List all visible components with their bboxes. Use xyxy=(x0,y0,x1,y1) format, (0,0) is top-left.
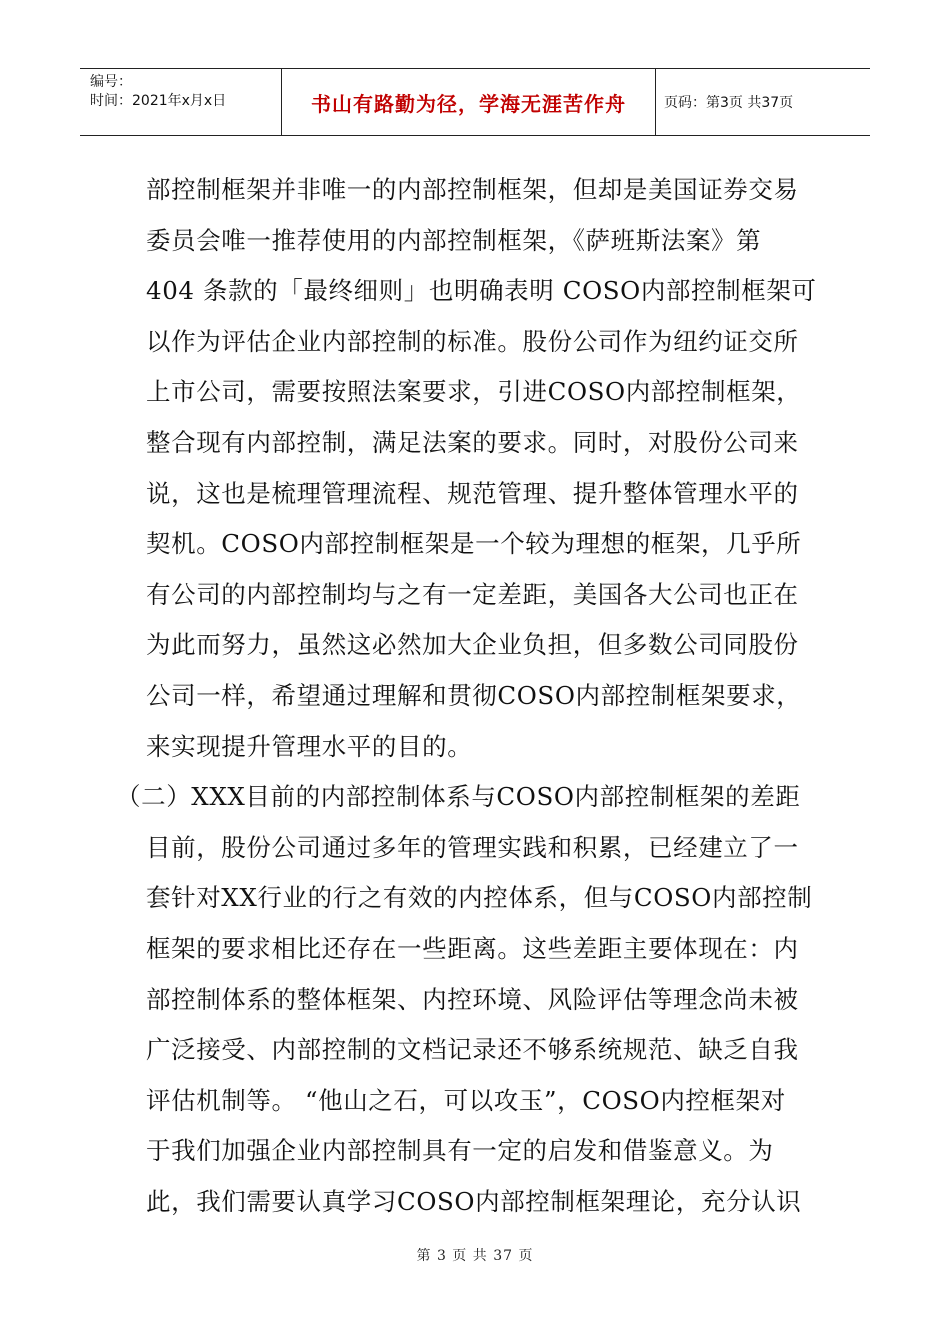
body-line: 部控制体系的整体框架、内控环境、风险评估等理念尚未被 xyxy=(146,984,799,1014)
body-line: 于我们加强企业内部控制具有一定的启发和借鉴意义。为 xyxy=(146,1136,774,1166)
body-line: 404 条款的「最终细则」也明确表明 COSO内部控制框架可 xyxy=(146,276,817,306)
body-line: 此，我们需要认真学习COSO内部控制框架理论，充分认识 xyxy=(146,1186,802,1216)
body-line: 来实现提升管理水平的目的。 xyxy=(146,731,473,761)
body-line: 广泛接受、内部控制的文档记录还不够系统规范、缺乏自我 xyxy=(146,1035,799,1065)
body-line: 评估机制等。 “他山之石，可以攻玉”，COSO内控框架对 xyxy=(146,1085,786,1115)
body-line: 部控制框架并非唯一的内部控制框架，但却是美国证券交易 xyxy=(146,175,799,204)
body-line: 目前，股份公司通过多年的管理实践和积累，已经建立了一 xyxy=(146,832,799,862)
body-line: 套针对XX行业的行之有效的内控体系，但与COSO内部控制 xyxy=(146,883,813,913)
header-meta-cell xyxy=(80,69,282,135)
body-line: 说，这也是梳理管理流程、规范管理、提升整体管理水平的 xyxy=(146,478,799,508)
body-line: 契机。COSO内部控制框架是一个较为理想的框架，几乎所 xyxy=(146,529,802,559)
header-page-info: 页码：第3页 共37页 xyxy=(664,95,794,111)
body-line: 框架的要求相比还存在一些距离。这些差距主要体现在：内 xyxy=(146,933,799,963)
body-line: 整合现有内部控制，满足法案的要求。同时，对股份公司来 xyxy=(146,427,799,457)
page-footer: 第 3 页 共 37 页 xyxy=(416,1248,534,1264)
document-body xyxy=(116,165,826,1227)
section-heading: （二）XXX目前的内部控制体系与COSO内部控制框架的差距 xyxy=(116,782,801,812)
body-line: 以作为评估企业内部控制的标准。股份公司作为纽约证交所 xyxy=(146,326,799,356)
body-line: 为此而努力，虽然这必然加大企业负担，但多数公司同股份 xyxy=(146,630,799,660)
body-line: 委员会唯一推荐使用的内部控制框架，《萨班斯法案》第 xyxy=(146,225,762,255)
body-line: 有公司的内部控制均与之有一定差距，美国各大公司也正在 xyxy=(146,579,799,609)
page-header xyxy=(80,68,870,136)
document-number-label: 编号： xyxy=(90,74,132,90)
body-line: 上市公司，需要按照法案要求，引进COSO内部控制框架， xyxy=(146,377,802,407)
header-motto: 书山有路勤为径，学海无涯苦作舟 xyxy=(282,69,656,135)
document-time-label: 时间：2021年x月x日 xyxy=(90,93,227,109)
body-line: 公司一样，希望通过理解和贯彻COSO内部控制框架要求， xyxy=(146,680,802,710)
